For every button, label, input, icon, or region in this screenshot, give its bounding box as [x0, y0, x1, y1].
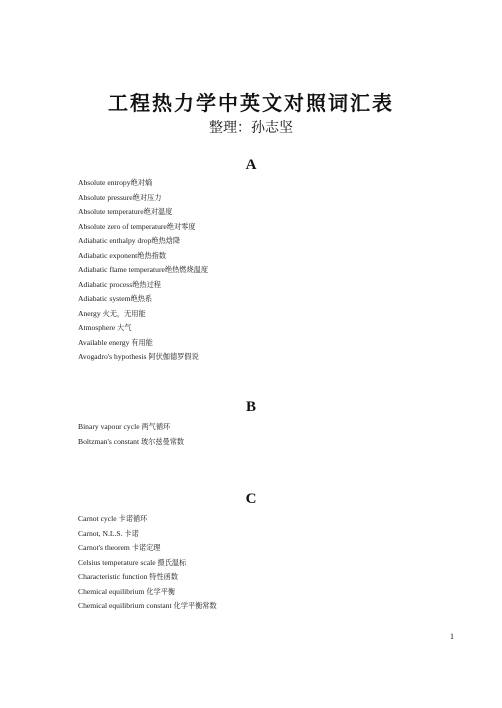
list-item: Absolute temperature绝对温度 [78, 207, 173, 216]
list-item: Celsius temperature scale 摄氏温标 [78, 557, 187, 567]
list-item: Absolute zero of temperature绝对零度 [78, 221, 196, 231]
entry-list-a [78, 176, 428, 365]
section-letter-b: B [245, 399, 256, 415]
page-title: 工程热力学中英文对照词汇表 [108, 91, 394, 115]
section-letter-c: C [245, 491, 257, 507]
list-item: Atmosphere 大气 [78, 323, 132, 332]
list-item: Adiabatic system绝热系 [78, 294, 153, 303]
list-item: Anergy 火无，无用能 [78, 308, 146, 318]
page-subtitle: 整理：孙志坚 [209, 120, 293, 136]
section-c [78, 512, 428, 614]
list-item: Binary vapour cycle 两气循环 [78, 422, 171, 431]
list-item: Available energy 有用能 [78, 337, 153, 347]
list-item: Adiabatic flame temperature绝热燃烧温度 [78, 265, 209, 274]
list-item: Carnot's theorem 卡诺定理 [78, 543, 161, 552]
list-item: Carnot cycle 卡诺循环 [78, 514, 148, 523]
section-letter-a: A [245, 157, 257, 173]
list-item: Absolute pressure绝对压力 [78, 192, 162, 202]
list-item: Chemical equilibrium constant 化学平衡常数 [78, 601, 217, 610]
list-item: Avogadro's hypothesis 阿伏伽德罗假说 [78, 352, 199, 361]
list-item: Adiabatic process绝热过程 [78, 279, 161, 289]
list-item: Absolute entropy绝对熵 [78, 178, 153, 187]
section-a [78, 176, 428, 365]
list-item: Adiabatic exponent绝热指数 [78, 250, 167, 260]
list-item: Boltzman's constant 玻尔兹曼常数 [78, 436, 185, 446]
page-number: 1 [450, 632, 454, 641]
section-b [78, 420, 428, 449]
list-item: Carnot, N.L.S. 卡诺 [78, 528, 139, 538]
entry-list-b [78, 420, 428, 449]
list-item: Characteristic function 特性函数 [78, 572, 179, 581]
entry-list-c [78, 512, 428, 614]
list-item: Chemical equilibrium 化学平衡 [78, 586, 176, 596]
list-item: Adiabatic enthalpy drop绝热焓降 [78, 236, 181, 245]
